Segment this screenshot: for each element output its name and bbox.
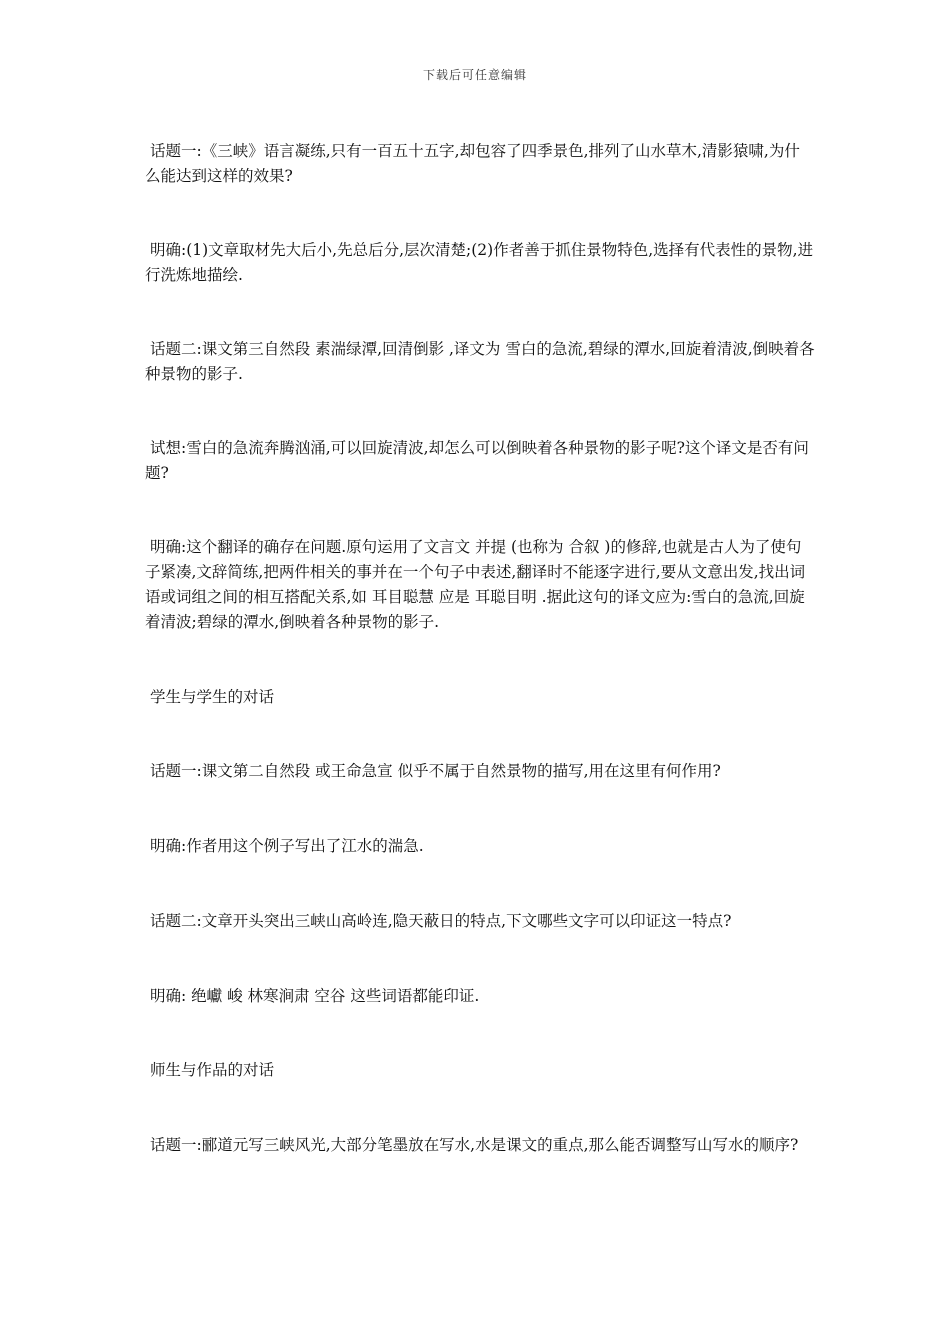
paragraph-student-answer-two: 明确: 绝巘 峻 林寒涧肃 空谷 这些词语都能印证.: [150, 987, 480, 1005]
paragraph-answer-two: 明确:这个翻译的确存在问题.原句运用了文言文 并提 (也称为 合叙 )的修辞,也就是古人为了使句子紧凑,文辞简练,把两件相关的事并在一个句子中表述,翻译时不能逐字进行,要从文意出发,找出词语或词组之间的相互搭配关系,如 耳目聪慧 应是 耳聪目明 .据此这句的译文应为:雪白的急流,回旋着清波;碧绿的潭水,倒映着各种景物的影子.: [145, 538, 806, 631]
paragraph-consideration: 试想:雪白的急流奔腾汹涌,可以回旋清波,却怎么可以倒映着各种景物的影子呢?这个译文是否有问题?: [145, 439, 809, 482]
paragraph-topic-one-question: 话题一:《三峡》语言凝练,只有一百五十五字,却包容了四季景色,排列了山水草木,清影猿啸,为什么能达到这样的效果?: [145, 142, 800, 185]
paragraph-student-topic-two: 话题二:文章开头突出三峡山高岭连,隐天蔽日的特点,下文哪些文字可以印证这一特点?: [150, 912, 732, 930]
section-heading-work-dialogue: 师生与作品的对话: [150, 1061, 275, 1079]
paragraph-student-answer-one: 明确:作者用这个例子写出了江水的湍急.: [150, 837, 424, 855]
section-heading-student-dialogue: 学生与学生的对话: [150, 688, 275, 706]
page-header: 下载后可任意编辑: [422, 68, 527, 82]
paragraph-work-topic-one: 话题一:郦道元写三峡风光,大部分笔墨放在写水,水是课文的重点,那么能否调整写山写水的顺序?: [150, 1136, 799, 1154]
paragraph-topic-two-question: 话题二:课文第三自然段 素湍绿潭,回清倒影 ,译文为 雪白的急流,碧绿的潭水,回旋着清波,倒映着各种景物的影子.: [145, 340, 815, 383]
paragraph-student-topic-one: 话题一:课文第二自然段 或王命急宣 似乎不属于自然景物的描写,用在这里有何作用?: [150, 762, 721, 780]
paragraph-answer-one: 明确:(1)文章取材先大后小,先总后分,层次清楚;(2)作者善于抓住景物特色,选择有代表性的景物,进行洗炼地描绘.: [145, 241, 814, 284]
